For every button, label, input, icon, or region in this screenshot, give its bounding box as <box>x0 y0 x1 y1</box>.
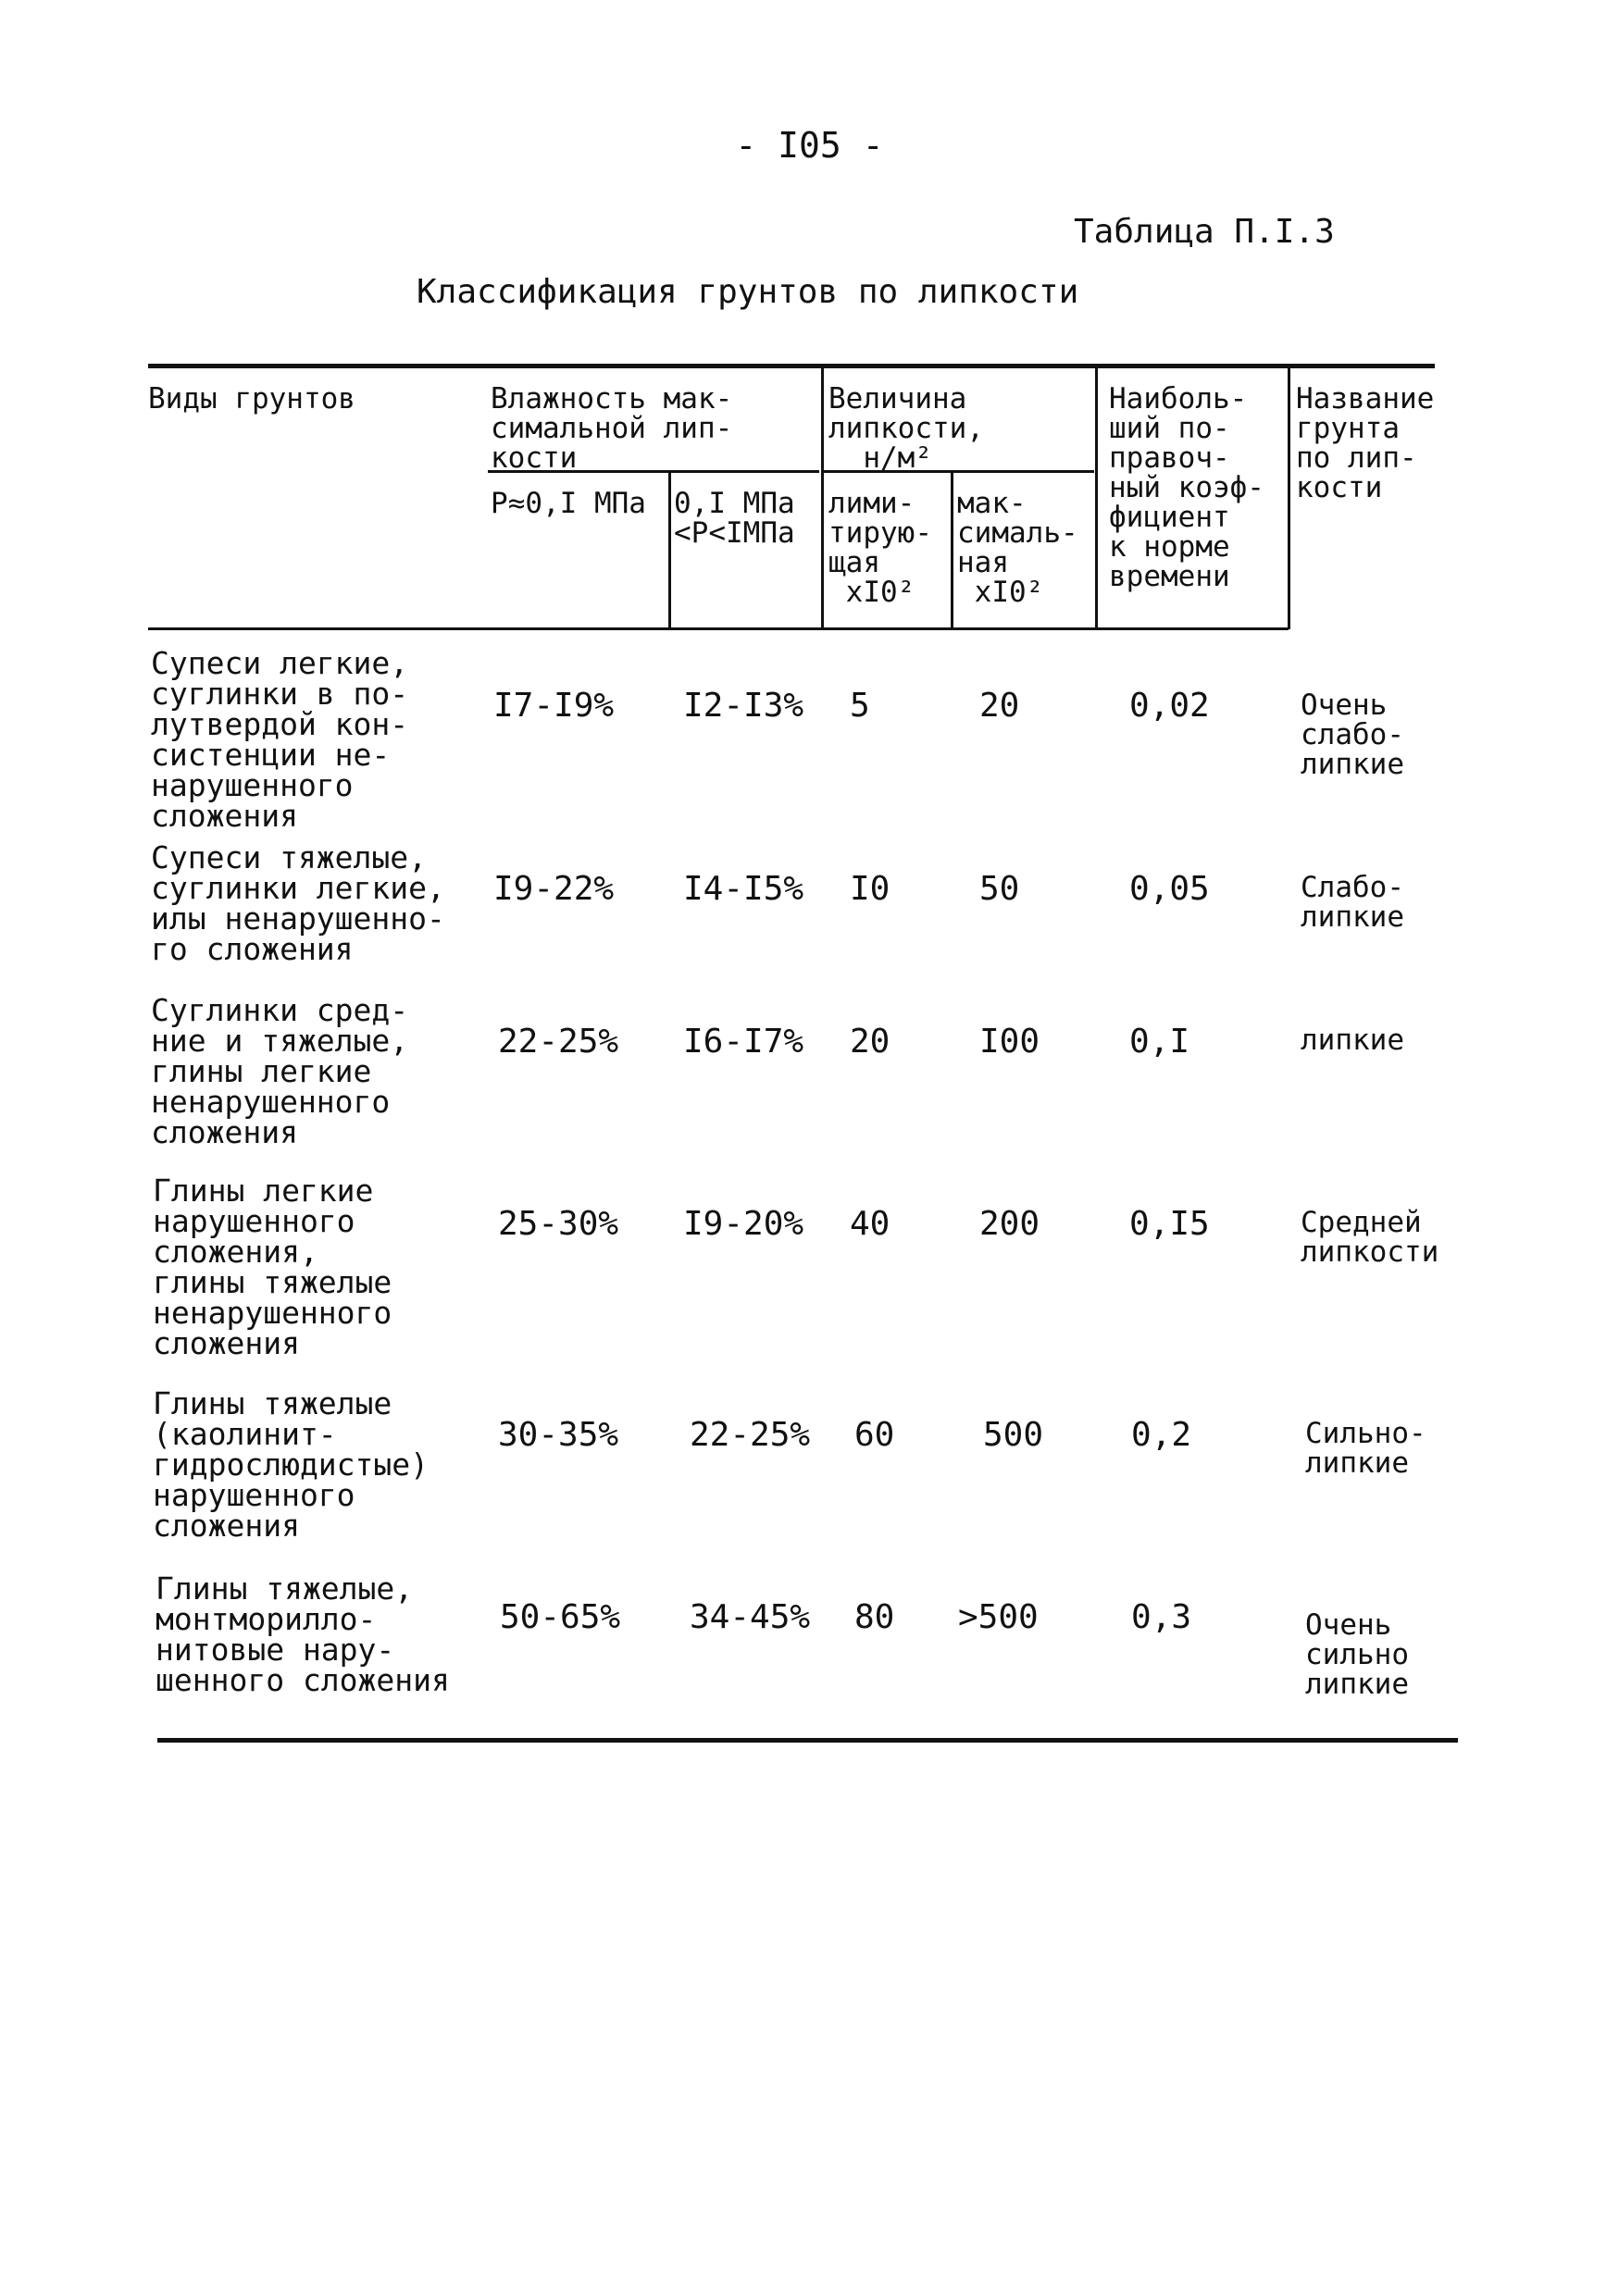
coefficient-cell: 0,2 <box>1131 1416 1192 1454</box>
soil-type-cell: Глины тяжелые (каолинит- гидрослюдистые) нарушенного сложения <box>153 1385 430 1544</box>
coefficient-cell: 0,05 <box>1129 870 1210 908</box>
soil-name-cell: Слабо- липкие <box>1301 871 1404 934</box>
soil-name-cell: липкие <box>1301 1024 1404 1057</box>
header-divider <box>1288 368 1290 629</box>
soil-name-cell: Сильно- липкие <box>1305 1417 1426 1480</box>
moisture-high-cell: I2-I3% <box>683 687 804 725</box>
moisture-low-cell: I7-I9% <box>493 687 615 725</box>
header-coefficient: Наиболь- ший по- правоч- ный коэф- фициент к норме времени <box>1109 382 1264 593</box>
moisture-low-cell: I9-22% <box>493 870 615 908</box>
coefficient-cell: 0,I <box>1129 1023 1190 1061</box>
stickiness-limiting-cell: 5 <box>850 687 870 725</box>
stickiness-max-cell: >500 <box>958 1598 1039 1636</box>
soil-type-cell: Глины тяжелые, монтмориллo- нитовые нару- шенного сложения <box>156 1570 450 1698</box>
header-soil-name: Название грунта по лип- кости <box>1296 382 1435 504</box>
stickiness-max-cell: 500 <box>983 1416 1044 1454</box>
header-moisture-low-pressure: P≈0,I МПа <box>491 487 646 520</box>
soil-name-cell: Средней липкости <box>1301 1206 1439 1269</box>
header-divider <box>668 472 671 629</box>
stickiness-max-cell: 20 <box>979 687 1020 725</box>
soil-type-cell: Супеси тяжелые, суглинки легкие, илы ненарушенно- го сложения <box>151 839 445 967</box>
table-title: Классификация грунтов по липкости <box>417 273 1079 311</box>
header-divider <box>951 472 953 629</box>
coefficient-cell: 0,02 <box>1129 687 1210 725</box>
soil-type-cell: Суглинки сред- ние и тяжелые, глины легкие ненарушенного сложения <box>151 992 409 1150</box>
moisture-high-cell: 34-45% <box>690 1598 811 1636</box>
moisture-high-cell: I4-I5% <box>683 870 804 908</box>
stickiness-limiting-cell: 60 <box>854 1416 895 1454</box>
table-bottom-rule <box>157 1738 1458 1743</box>
table-number: Таблица П.I.3 <box>1074 213 1335 251</box>
stickiness-max-cell: 200 <box>979 1205 1040 1243</box>
header-divider <box>821 368 824 629</box>
stickiness-limiting-cell: I0 <box>850 870 890 908</box>
moisture-low-cell: 50-65% <box>500 1598 621 1636</box>
soil-type-cell: Супеси легкие, суглинки в по- лутвердой кон- систенции не- нарушенного сложения <box>151 645 409 834</box>
stickiness-max-cell: I00 <box>979 1023 1040 1061</box>
stickiness-limiting-cell: 20 <box>850 1023 890 1061</box>
moisture-high-cell: I6-I7% <box>683 1023 804 1061</box>
moisture-low-cell: 25-30% <box>498 1205 619 1243</box>
header-soil-types: Виды грунтов <box>148 382 355 416</box>
table-top-rule <box>148 364 1435 368</box>
moisture-low-cell: 30-35% <box>498 1416 619 1454</box>
header-moisture-high-pressure: 0,I МПа <P<IМПа <box>674 487 795 550</box>
header-stickiness: Величина липкости, н/м² <box>828 382 984 475</box>
stickiness-limiting-cell: 40 <box>850 1205 890 1243</box>
page-number: - I05 - <box>735 125 884 166</box>
header-stickiness-maximum: мак- сималь- ная xI0² <box>957 487 1078 609</box>
soil-type-cell: Глины легкие нарушенного сложения, глины тяжелые ненарушенного сложения <box>153 1173 392 1361</box>
soil-name-cell: Очень слабо- липкие <box>1301 689 1404 781</box>
coefficient-cell: 0,I5 <box>1129 1205 1210 1243</box>
moisture-low-cell: 22-25% <box>498 1023 619 1061</box>
stickiness-max-cell: 50 <box>979 870 1020 908</box>
moisture-high-cell: 22-25% <box>690 1416 811 1454</box>
stickiness-limiting-cell: 80 <box>854 1598 895 1636</box>
header-bottom-rule <box>148 627 1289 630</box>
moisture-high-cell: I9-20% <box>683 1205 804 1243</box>
header-moisture: Влажность мак- симальной лип- кости <box>491 382 733 475</box>
header-stickiness-limiting: лими- тирую- щая xI0² <box>828 487 932 609</box>
coefficient-cell: 0,3 <box>1131 1598 1192 1636</box>
soil-name-cell: Очень сильно липкие <box>1305 1608 1409 1701</box>
header-divider <box>1095 368 1098 629</box>
